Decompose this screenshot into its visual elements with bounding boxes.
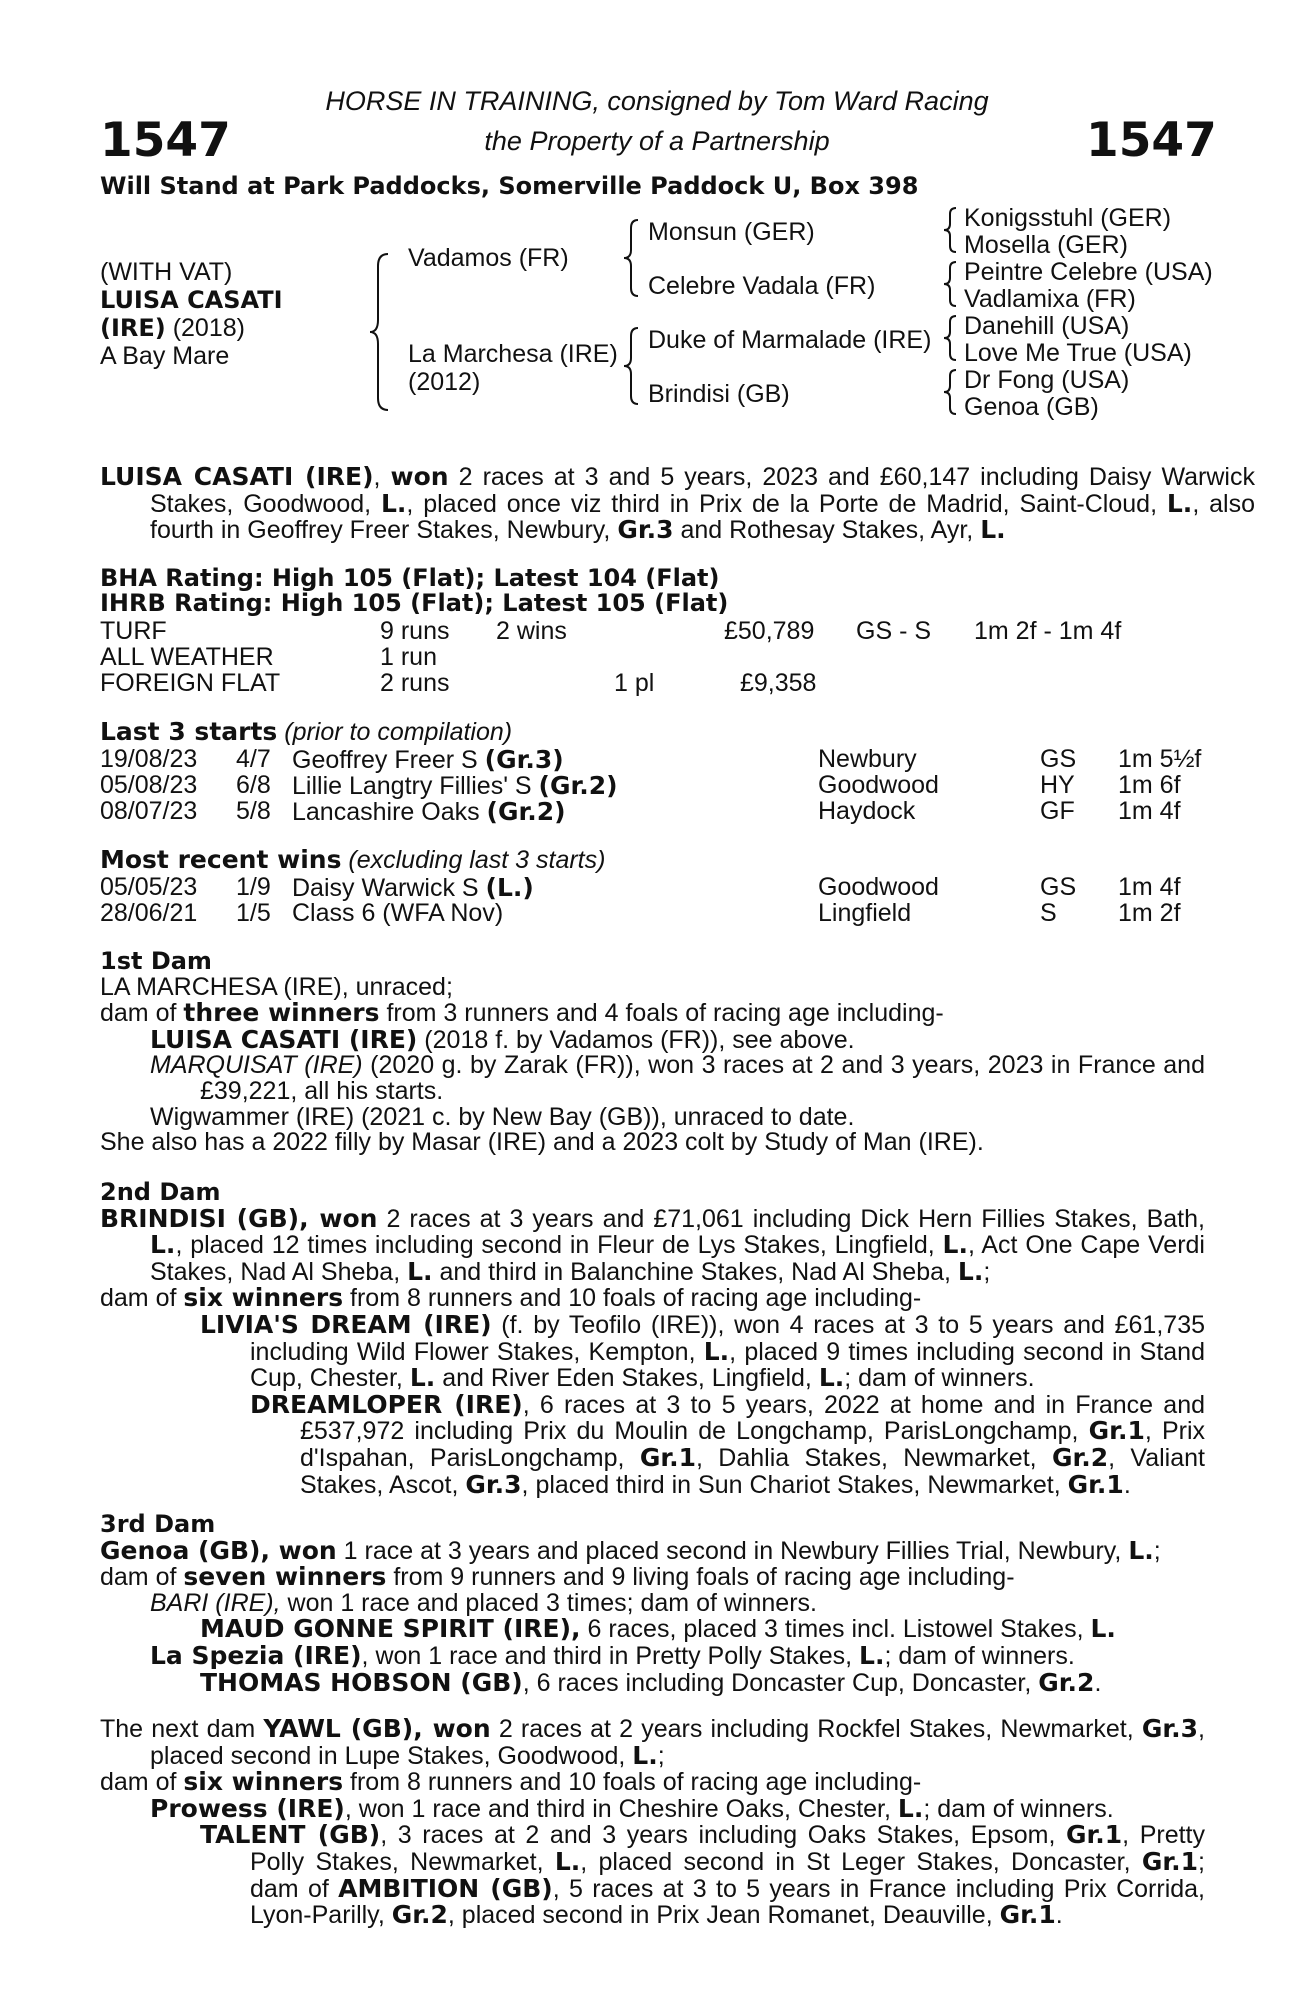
start-going: GS	[1040, 745, 1077, 773]
pedigree-g3-3: Peintre Celebre (USA)	[964, 258, 1213, 286]
third-dam-heading: 3rd Dam	[100, 1510, 216, 1538]
pedigree-brace-g3-3	[944, 314, 958, 362]
pedigree-g2-4: Brindisi (GB)	[648, 380, 790, 408]
progeny-entry: MAUD GONNE SPIRIT (IRE), 6 races, placed 3 times incl. Listowel Stakes, L.	[200, 1614, 1116, 1644]
vat-label: (WITH VAT)	[100, 258, 233, 286]
win-distance: 1m 4f	[1118, 873, 1181, 901]
start-race: Lancashire Oaks (Gr.2)	[292, 797, 566, 826]
record-runs: 9 runs	[380, 617, 450, 645]
horse-name-country	[100, 314, 245, 342]
pedigree-sire: Vadamos (FR)	[408, 244, 569, 272]
next-dam-record: The next dam YAWL (GB), won 2 races at 2 years including Rockfel Stakes, Newmarket, Gr.3, placed second in Lupe Stakes, Goodwood, L.;	[100, 1714, 1205, 1770]
pedigree-g3-4: Vadlamixa (FR)	[964, 285, 1136, 313]
next-dam-produce: dam of six winners from 8 runners and 10 foals of racing age including-	[100, 1767, 922, 1797]
progeny-entry: BARI (IRE), won 1 race and placed 3 times; dam of winners.	[150, 1588, 817, 1617]
lot-number-left: 1547	[100, 113, 231, 168]
start-date: 08/07/23	[100, 797, 198, 825]
progeny-entry: Wigwammer (IRE) (2021 c. by New Bay (GB)), unraced to date.	[150, 1102, 855, 1131]
pedigree-g3-2: Mosella (GER)	[964, 231, 1128, 259]
lot-number-right: 1547	[1086, 113, 1217, 168]
pedigree-g3-8: Genoa (GB)	[964, 393, 1099, 421]
start-position: 5/8	[236, 797, 271, 825]
consignor-line: HORSE IN TRAINING, consigned by Tom Ward Racing	[325, 86, 989, 116]
second-dam-produce: dam of six winners from 8 runners and 10 foals of racing age including-	[100, 1283, 922, 1313]
win-course: Lingfield	[818, 899, 912, 927]
win-date: 05/05/23	[100, 873, 198, 901]
summary-horse-name: LUISA CASATI (IRE)	[100, 462, 374, 491]
third-dam-produce: dam of seven winners from 9 runners and 9 living foals of racing age including-	[100, 1562, 1015, 1592]
start-race: Geoffrey Freer S (Gr.3)	[292, 745, 564, 774]
record-wins: 2 wins	[496, 617, 567, 645]
pedigree-brace-g3-4	[944, 368, 958, 416]
pedigree-g3-5: Danehill (USA)	[964, 312, 1130, 340]
progeny-entry: THOMAS HOBSON (GB), 6 races including Doncaster Cup, Doncaster, Gr.2.	[200, 1667, 1102, 1697]
bha-rating: BHA Rating: High 105 (Flat); Latest 104 (Flat)	[100, 564, 720, 592]
pedigree-g3-7: Dr Fong (USA)	[964, 366, 1130, 394]
progeny-entry: Prowess (IRE), won 1 race and third in Cheshire Oaks, Chester, L.; dam of winners.	[150, 1793, 1114, 1823]
pedigree-brace-main	[370, 252, 390, 412]
stand-location: Will Stand at Park Paddocks, Somerville Paddock U, Box 398	[100, 172, 919, 200]
record-placed: 1 pl	[614, 669, 655, 697]
pedigree-brace-g3-1	[944, 206, 958, 254]
record-going: GS - S	[856, 617, 932, 645]
record-prize: £50,789	[724, 617, 815, 645]
win-date: 28/06/21	[100, 899, 198, 927]
start-race: Lillie Langtry Fillies' S (Gr.2)	[292, 771, 618, 800]
progeny-entry: MARQUISAT (IRE) (2020 g. by Zarak (FR)), won 3 races at 2 and 3 years, 2023 in France and £39,221, all his starts.	[150, 1051, 1205, 1105]
pedigree-brace-dam	[624, 326, 640, 406]
pedigree-g2-3: Duke of Marmalade (IRE)	[648, 326, 932, 354]
start-going: GF	[1040, 797, 1075, 825]
pedigree-g2-2: Celebre Vadala (FR)	[648, 272, 876, 300]
recent-wins-heading: Most recent wins (excluding last 3 starts)	[100, 845, 606, 874]
win-position: 1/9	[236, 873, 271, 901]
start-course: Goodwood	[818, 771, 939, 799]
third-dam-section	[100, 1512, 1205, 1696]
first-dam-note: She also has a 2022 filly by Masar (IRE) and a 2023 colt by Study of Man (IRE).	[100, 1128, 984, 1157]
horse-country: (IRE)	[100, 314, 166, 342]
progeny-entry: LUISA CASATI (IRE) (2018 f. by Vadamos (FR)), see above.	[150, 1024, 855, 1054]
start-course: Newbury	[818, 745, 917, 773]
ihrb-rating: IHRB Rating: High 105 (Flat); Latest 105 (Flat)	[100, 589, 729, 617]
pedigree-g3-1: Konigsstuhl (GER)	[964, 204, 1172, 232]
start-position: 4/7	[236, 745, 271, 773]
start-position: 6/8	[236, 771, 271, 799]
progeny-entry: DREAMLOPER (IRE), 6 races at 3 to 5 years, 2022 at home and in France and £537,972 including Prix du Moulin de Longchamp, ParisLongchamp, Gr.1, Prix d'Ispahan, ParisLongchamp, Gr.1, Dahlia Stakes, Newmarket, Gr.2, Valiant Stakes, Ascot, Gr.3, placed third in Sun Chariot Stakes, Newmarket, Gr.1.	[250, 1389, 1206, 1499]
win-course: Goodwood	[818, 873, 939, 901]
race-summary: LUISA CASATI (IRE), won 2 races at 3 and 5 years, 2023 and £60,147 including Daisy Warwick Stakes, Goodwood, L., placed once viz third in Prix de la Porte de Madrid, Saint-Cloud, L., also fourth in Geoffrey Freer Stakes, Newbury, Gr.3 and Rothesay Stakes, Ayr, L.	[100, 462, 1255, 545]
progeny-entry: TALENT (GB), 3 races at 2 and 3 years including Oaks Stakes, Epsom, Gr.1, Pretty Polly Stakes, Newmarket, L., placed second in St Leger Stakes, Doncaster, Gr.1; dam of AMBITION (GB), 5 races at 3 to 5 years in France including Prix Corrida, Lyon-Parilly, Gr.2, placed second in Prix Jean Romanet, Deauville, Gr.1.	[200, 1820, 1206, 1930]
last-starts-heading: Last 3 starts (prior to compilation)	[100, 717, 513, 746]
first-dam-produce: dam of three winners from 3 runners and 4 foals of racing age including-	[100, 998, 944, 1028]
third-dam-record: Genoa (GB), won 1 race at 3 years and placed second in Newbury Fillies Trial, Newbury, L.;	[100, 1535, 1161, 1565]
next-dam-section	[100, 1716, 1205, 1929]
record-runs: 1 run	[380, 643, 437, 671]
start-going: HY	[1040, 771, 1075, 799]
start-distance: 1m 5½f	[1118, 745, 1202, 773]
record-type: TURF	[100, 617, 167, 645]
pedigree-brace-sire	[624, 218, 640, 298]
record-prize: £9,358	[740, 669, 817, 697]
start-distance: 1m 6f	[1118, 771, 1181, 799]
record-runs: 2 runs	[380, 669, 450, 697]
start-distance: 1m 4f	[1118, 797, 1181, 825]
start-date: 19/08/23	[100, 745, 198, 773]
first-dam-section	[100, 949, 1205, 1156]
win-race: Class 6 (WFA Nov)	[292, 899, 504, 927]
pedigree-dam: La Marchesa (IRE)	[408, 340, 618, 368]
summary-won: won	[390, 462, 449, 491]
pedigree-g3-6: Love Me True (USA)	[964, 339, 1192, 367]
record-distance: 1m 2f - 1m 4f	[974, 617, 1122, 645]
record-type: FOREIGN FLAT	[100, 669, 281, 697]
first-dam-heading: 1st Dam	[100, 947, 212, 975]
pedigree-brace-g3-2	[944, 260, 958, 308]
second-dam-heading: 2nd Dam	[100, 1178, 221, 1206]
horse-year: (2018)	[165, 314, 245, 342]
start-course: Haydock	[818, 797, 916, 825]
property-line: the Property of a Partnership	[484, 126, 830, 156]
progeny-entry: LIVIA'S DREAM (IRE) (f. by Teofilo (IRE)), won 4 races at 3 to 5 years and £61,735 including Wild Flower Stakes, Kempton, L., placed 9 times including second in Stand Cup, Chester, L. and River Eden Stakes, Lingfield, L.; dam of winners.	[200, 1309, 1205, 1393]
horse-description: A Bay Mare	[100, 342, 230, 370]
pedigree-dam-year: (2012)	[408, 368, 481, 396]
first-dam-line: LA MARCHESA (IRE), unraced;	[100, 972, 453, 1001]
second-dam-record: BRINDISI (GB), won 2 races at 3 years and £71,061 including Dick Hern Fillies Stakes, Bath, L., placed 12 times including second in Fleur de Lys Stakes, Lingfield, L., Act One Cape Verdi Stakes, Nad Al Sheba, L. and third in Balanchine Stakes, Nad Al Sheba, L.;	[100, 1203, 1205, 1286]
record-type: ALL WEATHER	[100, 643, 274, 671]
progeny-entry: La Spezia (IRE), won 1 race and third in Pretty Polly Stakes, L.; dam of winners.	[150, 1640, 1075, 1670]
pedigree-g2-1: Monsun (GER)	[648, 218, 815, 246]
win-going: S	[1040, 899, 1057, 927]
horse-name: LUISA CASATI	[100, 286, 283, 314]
start-date: 05/08/23	[100, 771, 198, 799]
second-dam-section	[100, 1180, 1205, 1498]
win-race: Daisy Warwick S (L.)	[292, 873, 534, 902]
win-distance: 1m 2f	[1118, 899, 1181, 927]
win-going: GS	[1040, 873, 1077, 901]
win-position: 1/5	[236, 899, 271, 927]
